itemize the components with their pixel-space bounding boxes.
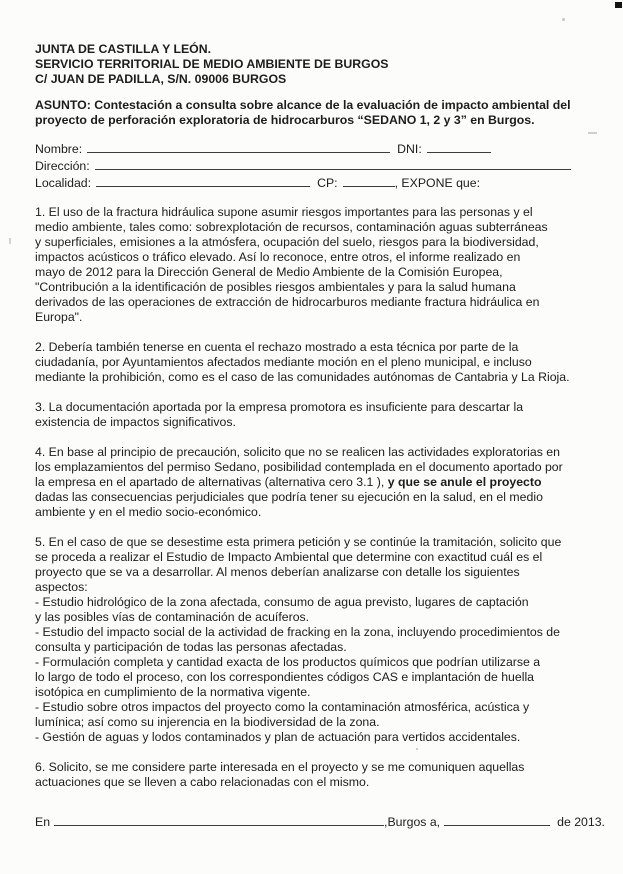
text-line: mediante la prohibición, como es el caso de las comunidades autónomas de Cantabria y La Rioja. [35,370,570,384]
expone-label: , EXPONE que: [394,176,481,190]
text-line: derivados de las operaciones de extracción de hidrocarburos mediante fractura hidráulica en [35,295,540,309]
localidad-field-line [96,175,310,187]
text-line: ambiente y en el medio socio-económico. [35,505,262,519]
scan-speck [588,132,597,134]
text-line: - Estudio del impacto social de la actividad de fracking en la zona, incluyendo procedimientos de [35,625,560,639]
scan-speck [562,18,565,21]
en-label: En [35,815,51,829]
paragraph-4-bold-text: y que se anule el proyecto [387,475,542,489]
text-line: actuaciones que se lleven a cabo relacionadas con el mismo. [35,775,370,789]
scan-corner-mark [615,2,622,8]
paragraph-1 [35,205,593,325]
cp-field-line [343,175,395,187]
text-line: - Estudio hidrológico de la zona afectada, consumo de agua previsto, lugares de captación [35,595,529,609]
text-line: Europa". [35,310,83,324]
text-line: dadas las consecuencias perjudiciales que podría tener su ejecución en la salud, en el medio [35,490,543,504]
form-row-localidad [35,175,593,192]
text-line: lo largo de todo el proceso, con los correspondientes códigos CAS e implantación de huella [35,670,535,684]
form-section [35,141,593,192]
paragraph-4 [35,445,593,520]
closing-signature-row [35,814,605,830]
text-line: 5. En el caso de que se desestime esta primera petición y se continúe la tramitación, solicito que [35,535,562,549]
text-line: 4. En base al principio de precaución, solicito que no se realicen las actividades exploratorias en [35,445,560,459]
subject-block [35,98,593,128]
text-line: medio ambiente, tales como: sobrexplotación de recursos, contaminación aguas subterráneas [35,220,548,234]
text-line: los emplazamientos del permiso Sedano, posibilidad contemplada en el documento aportado por [35,460,563,474]
text-line: - Gestión de aguas y lodos contaminados y plan de actuación para vertidos accidentales. [35,730,521,744]
text-line: aspectos: [35,580,88,594]
direccion-label: Dirección: [35,159,90,173]
paragraph-4-top-lines [35,445,593,475]
paragraph-3 [35,400,593,430]
text-line: mayo de 2012 para la Dirección General de Medio Ambiente de la Comisión Europea, [35,265,503,279]
text-line: proyecto que se va a desarrollar. Al menos deberían analizarse con detalle los siguientes [35,565,520,579]
scan-speck [416,748,418,750]
text-line: se proceda a realizar el Estudio de Impacto Ambiental que determine con exactitud cuál es el [35,550,543,564]
text-line: ciudadanía, por Ayuntamientos afectados mediante moción en el pleno municipal, e incluso [35,355,532,369]
recipient-address-block [35,42,593,87]
text-line: consulta y participación de todas las personas afectadas. [35,640,347,654]
paragraph-5 [35,535,593,745]
text-line: ASUNTO: Contestación a consulta sobre alcance de la evaluación de impacto ambiental del [35,98,571,112]
paragraph-4-bottom-lines [35,490,593,520]
scan-speck [9,238,11,244]
text-line: y superficiales, emisiones a la atmósfera, ocupación del suelo, riesgos para la biodiversidad, [35,235,539,249]
paragraph-2 [35,340,593,385]
text-line: y las posibles vías de contaminación de acuíferos. [35,610,310,624]
text-line: isotópica en cumplimiento de la normativa vigente. [35,685,311,699]
paragraph-6 [35,760,593,790]
nombre-field-line [87,141,390,153]
nombre-label: Nombre: [35,142,83,156]
text-line: 1. El uso de la fractura hidráulica supone asumir riesgos importantes para las personas y el [35,205,533,219]
form-row-direccion [35,158,593,175]
cp-label: CP: [317,176,338,190]
year-label: de 2013. [557,815,605,829]
direccion-field-line [95,158,571,170]
text-line: existencia de impactos significativos. [35,415,236,429]
text-line: 6. Solicito, se me considere parte interesada en el proyecto y se me comuniquen aquellas [35,760,525,774]
text-line: JUNTA DE CASTILLA Y LEÓN. [35,42,212,56]
text-line: lumínica; así como su injerencia en la biodiversidad de la zona. [35,715,380,729]
dni-label: DNI: [397,142,422,156]
paragraph-4-normal-text: la empresa en el apartado de alternativas (alternativa cero 3.1 ), [35,475,388,489]
text-line [35,475,593,490]
text-line: C/ JUAN DE PADILLA, S/N. 09006 BURGOS [35,72,287,86]
text-line: impactos acústicos o tráfico elevado. Así lo reconoce, entre otros, el informe realizado en [35,250,521,264]
text-line: 3. La documentación aportada por la empresa promotora es insuficiente para descartar la [35,400,524,414]
text-line: SERVICIO TERRITORIAL DE MEDIO AMBIENTE DE BURGOS [35,57,389,71]
text-line: - Estudio sobre otros impactos del proyecto como la contaminación atmosférica, acústica y [35,700,530,714]
text-line: - Formulación completa y cantidad exacta de los productos químicos que podrían utilizarse a [35,655,541,669]
form-row-nombre [35,141,593,158]
localidad-label: Localidad: [35,176,92,190]
text-line: "Contribución a la identificación de posibles riesgos ambientales y para la salud humana [35,280,516,294]
date-field-line [444,814,550,826]
burgos-label: ,Burgos a, [384,815,441,829]
text-line: 2. Debería también tenerse en cuenta el rechazo mostrado a esta técnica por parte de la [35,340,519,354]
text-line: proyecto de perforación exploratoria de hidrocarburos “SEDANO 1, 2 y 3” en Burgos. [35,113,535,127]
place-field-line [54,814,384,826]
dni-field-line [427,141,491,153]
